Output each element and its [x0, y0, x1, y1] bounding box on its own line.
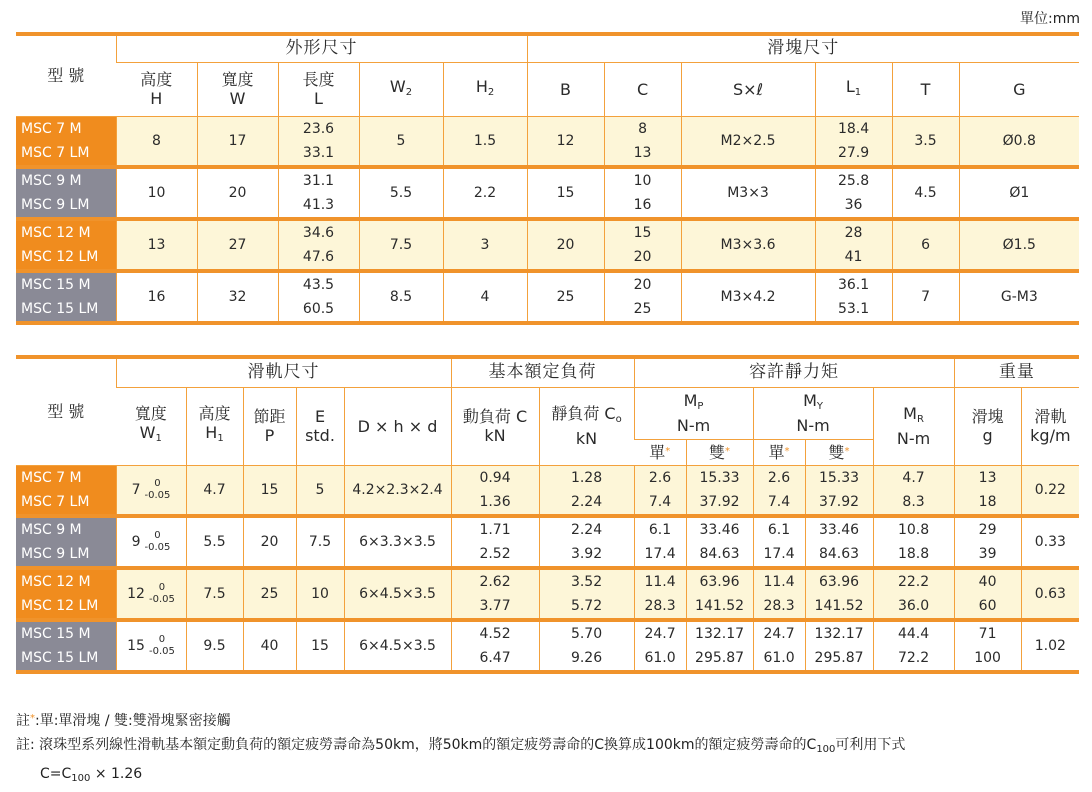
model-cell: [16, 167, 116, 219]
cell-dynamic-load-m: 1.71: [479, 521, 511, 538]
tolerance-lower: -0.05: [148, 645, 175, 657]
cell-static-load: [539, 620, 634, 672]
static-moment-header: 容許靜力矩: [634, 357, 954, 387]
model-m: MSC 12 M: [21, 224, 91, 241]
cell-MY-single-lm: 17.4: [763, 545, 795, 562]
cell-block-weight: [954, 620, 1021, 672]
model-lm: MSC 15 LM: [21, 649, 99, 666]
cell-S-x-l: M2×2.5: [681, 116, 815, 167]
cell-C-m: 20: [633, 276, 652, 293]
cell-MR-lm: 72.2: [897, 649, 930, 666]
col-H2: $H_2$: [443, 62, 527, 116]
cell-MY-double-m: 63.96: [818, 573, 860, 590]
cell-C: [604, 271, 681, 323]
cell-S-x-l: M3×4.2: [681, 271, 815, 323]
model-m: MSC 7 M: [21, 120, 82, 137]
cell-dynamic-load-lm: 1.36: [479, 493, 511, 510]
cell-MP-double-lm: 37.92: [699, 493, 740, 510]
tolerance-upper: 0: [158, 581, 166, 593]
cell-block-weight-lm: 100: [974, 649, 1001, 666]
cell-MY-double-m: 132.17: [814, 625, 864, 642]
cell-MR-m: 10.8: [897, 521, 930, 538]
cell-L-m: 43.5: [302, 276, 335, 293]
cell-MP-double: [686, 620, 753, 672]
cell-MY-single: [753, 620, 805, 672]
cell-MP-single-m: 24.7: [644, 625, 676, 642]
cell-G: Ø1: [959, 167, 1079, 219]
model-lm: MSC 7 LM: [21, 144, 90, 161]
cell-MY-single-m: 11.4: [763, 573, 795, 590]
cell-L-lm: 41.3: [302, 196, 335, 213]
cell-MY-double: [805, 620, 873, 672]
cell-D-h-d: 6×4.5×3.5: [344, 568, 451, 620]
cell-dynamic-load: [451, 568, 539, 620]
col-MP: $M_P$ N-m: [634, 387, 753, 439]
block-dimensions-header: 滑塊尺寸: [527, 34, 1079, 62]
cell-MP-single-lm: 28.3: [644, 597, 676, 614]
cell-C-lm: 16: [633, 196, 652, 213]
tolerance: [145, 478, 171, 502]
cell-MR-m: 4.7: [902, 469, 925, 486]
cell-block-weight-m: 29: [978, 521, 997, 538]
cell-block-weight: [954, 568, 1021, 620]
cell-H: 10: [116, 167, 197, 219]
cell-C: [604, 167, 681, 219]
outer-dimensions-header: 外形尺寸: [116, 34, 527, 62]
cell-static-load: [539, 516, 634, 568]
cell-dynamic-load: [451, 465, 539, 516]
col-MY: $M_Y$ N-m: [753, 387, 873, 439]
cell-MP-single-lm: 61.0: [644, 649, 676, 666]
cell-L-lm: 60.5: [302, 300, 335, 317]
cell-MP-double-lm: 84.63: [699, 545, 740, 562]
cell-MP-double: [686, 465, 753, 516]
model-cell: [16, 116, 116, 167]
cell-W1: [116, 568, 186, 620]
cell-L1-m: 36.1: [837, 276, 870, 293]
cell-D-h-d: 4.2×2.3×2.4: [344, 465, 451, 516]
model-cell: [16, 219, 116, 271]
cell-H2: 2.2: [443, 167, 527, 219]
rail-load-table: [16, 355, 1079, 674]
cell-S-x-l: M3×3: [681, 167, 815, 219]
cell-dynamic-load-lm: 3.77: [479, 597, 511, 614]
cell-dynamic-load-m: 4.52: [479, 625, 511, 642]
col-static-load: 靜負荷 $C_o$ kN: [539, 387, 634, 465]
cell-static-load-lm: 2.24: [570, 493, 603, 510]
cell-L1-m: 18.4: [837, 120, 870, 137]
cell-E: 15: [296, 620, 344, 672]
model-lm: MSC 7 LM: [21, 493, 90, 510]
cell-MP-single-m: 11.4: [644, 573, 676, 590]
col-height-H: 高度 H: [116, 62, 197, 116]
cell-block-weight: [954, 465, 1021, 516]
cell-D-h-d: 6×4.5×3.5: [344, 620, 451, 672]
tolerance-lower: -0.05: [148, 593, 175, 605]
cell-P: 40: [243, 620, 296, 672]
cell-dynamic-load-m: 0.94: [479, 469, 511, 486]
cell-MY-double-m: 15.33: [818, 469, 860, 486]
cell-H1: 7.5: [186, 568, 243, 620]
cell-C-m: 15: [633, 224, 652, 241]
cell-H2: 1.5: [443, 116, 527, 167]
col-S-x-l: S×ℓ: [681, 62, 815, 116]
table-row: [16, 271, 1079, 323]
cell-MP-double-lm: 141.52: [695, 597, 745, 614]
cell-W: 17: [197, 116, 278, 167]
cell-W2: 7.5: [359, 219, 443, 271]
tolerance: [149, 634, 175, 658]
cell-block-weight-m: 71: [978, 625, 997, 642]
cell-static-load-lm: 5.72: [570, 597, 603, 614]
model-cell: [16, 465, 116, 516]
cell-G: Ø0.8: [959, 116, 1079, 167]
cell-L-m: 31.1: [302, 172, 335, 189]
cell-dynamic-load-lm: 6.47: [479, 649, 511, 666]
cell-MY-single-m: 24.7: [763, 625, 795, 642]
cell-MR: [873, 465, 954, 516]
cell-MR: [873, 516, 954, 568]
cell-static-load: [539, 568, 634, 620]
cell-MY-double-m: 33.46: [818, 521, 860, 538]
cell-T: 6: [892, 219, 959, 271]
footnote-1: 註*:單:單滑塊 / 雙:雙滑塊緊密接觸: [16, 713, 231, 729]
table-row: [16, 116, 1079, 167]
cell-H1: 9.5: [186, 620, 243, 672]
col-pitch-P: 節距 P: [243, 387, 296, 465]
cell-static-load-m: 1.28: [570, 469, 603, 486]
cell-T: 4.5: [892, 167, 959, 219]
table-row: [16, 219, 1079, 271]
cell-H: 13: [116, 219, 197, 271]
cell-MP-double-lm: 295.87: [695, 649, 745, 666]
model-lm: MSC 12 LM: [21, 248, 99, 265]
col-MP-single: 單*: [634, 439, 686, 465]
cell-MP-single: [634, 516, 686, 568]
cell-E: 10: [296, 568, 344, 620]
cell-MY-single-m: 6.1: [767, 521, 791, 538]
tolerance-upper: 0: [154, 529, 161, 541]
table-row: [16, 568, 1079, 620]
cell-dynamic-load-lm: 2.52: [479, 545, 511, 562]
block-dimension-table: [16, 32, 1079, 325]
model-cell: [16, 620, 116, 672]
cell-L1-lm: 36: [844, 196, 863, 213]
cell-W2: 8.5: [359, 271, 443, 323]
col-MP-double: 雙*: [686, 439, 753, 465]
model-cell: [16, 568, 116, 620]
cell-P: 20: [243, 516, 296, 568]
cell-W1-value: 15: [127, 637, 145, 654]
cell-E: 5: [296, 465, 344, 516]
cell-G: G-M3: [959, 271, 1079, 323]
cell-dynamic-load: [451, 516, 539, 568]
col-MY-single: 單*: [753, 439, 805, 465]
cell-MP-single: [634, 620, 686, 672]
model-lm: MSC 15 LM: [21, 300, 99, 317]
cell-MP-single-lm: 17.4: [644, 545, 676, 562]
cell-MP-double-m: 15.33: [699, 469, 740, 486]
cell-C-lm: 20: [633, 248, 652, 265]
cell-MP-single-lm: 7.4: [648, 493, 672, 510]
col-dynamic-load: 動負荷 C kN: [451, 387, 539, 465]
col-B: B: [527, 62, 604, 116]
cell-L-lm: 33.1: [302, 144, 335, 161]
cell-block-weight-m: 13: [978, 469, 997, 486]
footnote-formula: $C=C_{100} \times 1.26$: [40, 766, 143, 784]
cell-L: [278, 116, 359, 167]
cell-block-weight-lm: 18: [978, 493, 997, 510]
cell-E: 7.5: [296, 516, 344, 568]
cell-L1: [815, 271, 892, 323]
cell-D-h-d: 6×3.3×3.5: [344, 516, 451, 568]
cell-W1-value: 7: [131, 481, 141, 498]
cell-W: 27: [197, 219, 278, 271]
col-L1: $L_1$: [815, 62, 892, 116]
model-m: MSC 15 M: [21, 276, 91, 293]
cell-L: [278, 219, 359, 271]
cell-W1: [116, 465, 186, 516]
model-m: MSC 15 M: [21, 625, 91, 642]
col-length-L: 長度 L: [278, 62, 359, 116]
cell-T: 3.5: [892, 116, 959, 167]
weight-header: 重量: [954, 357, 1079, 387]
cell-MY-single: [753, 568, 805, 620]
model-cell: [16, 516, 116, 568]
cell-MY-single-lm: 61.0: [763, 649, 795, 666]
cell-rail-weight: 0.33: [1021, 516, 1079, 568]
cell-static-load-lm: 3.92: [570, 545, 603, 562]
cell-L1: [815, 219, 892, 271]
cell-W: 20: [197, 167, 278, 219]
cell-MP-double-m: 33.46: [699, 521, 740, 538]
cell-MP-double: [686, 516, 753, 568]
model-header: 型 號: [16, 34, 116, 116]
cell-L1: [815, 116, 892, 167]
col-height-H1: 高度 $H_1$: [186, 387, 243, 465]
cell-H1: 5.5: [186, 516, 243, 568]
col-width-W1: 寬度 $W_1$: [116, 387, 186, 465]
cell-L-m: 34.6: [302, 224, 335, 241]
cell-C: [604, 116, 681, 167]
table-row: [16, 167, 1079, 219]
cell-H2: 3: [443, 219, 527, 271]
cell-W1: [116, 620, 186, 672]
cell-C-m: 10: [633, 172, 652, 189]
model-header-2: 型 號: [16, 357, 116, 465]
col-D-h-d: D × h × d: [344, 387, 451, 465]
cell-MY-double-lm: 37.92: [818, 493, 860, 510]
cell-C-lm: 25: [633, 300, 652, 317]
model-cell: [16, 271, 116, 323]
cell-L1: [815, 167, 892, 219]
cell-B: 25: [527, 271, 604, 323]
cell-static-load-m: 5.70: [570, 625, 603, 642]
model-m: MSC 9 M: [21, 521, 82, 538]
model-lm: MSC 9 LM: [21, 545, 90, 562]
cell-static-load-m: 3.52: [570, 573, 603, 590]
cell-W2: 5: [359, 116, 443, 167]
cell-T: 7: [892, 271, 959, 323]
model-m: MSC 9 M: [21, 172, 82, 189]
cell-MY-double-lm: 141.52: [814, 597, 864, 614]
model-m: MSC 12 M: [21, 573, 91, 590]
footnote-2: 註: 滾珠型系列線性滑軌基本額定動負荷的額定疲勞壽命為50km，將50km的額定疲勞壽命的C換算成100km的額定疲勞壽命的$C_{100}$可利用下式: [16, 737, 906, 755]
cell-G: Ø1.5: [959, 219, 1079, 271]
col-width-W: 寬度 W: [197, 62, 278, 116]
cell-MR-lm: 36.0: [897, 597, 930, 614]
cell-L: [278, 271, 359, 323]
cell-static-load-lm: 9.26: [570, 649, 603, 666]
cell-B: 20: [527, 219, 604, 271]
cell-H1: 4.7: [186, 465, 243, 516]
model-lm: MSC 9 LM: [21, 196, 90, 213]
cell-L1-m: 28: [844, 224, 863, 241]
cell-static-load-m: 2.24: [570, 521, 603, 538]
cell-H: 8: [116, 116, 197, 167]
cell-MY-single: [753, 516, 805, 568]
cell-MP-double: [686, 568, 753, 620]
col-rail-weight: 滑軌 kg/m: [1021, 387, 1079, 465]
cell-L1-lm: 53.1: [837, 300, 870, 317]
cell-H: 16: [116, 271, 197, 323]
cell-dynamic-load: [451, 620, 539, 672]
cell-block-weight-lm: 60: [978, 597, 997, 614]
cell-MY-double-lm: 84.63: [818, 545, 860, 562]
cell-MP-single: [634, 568, 686, 620]
cell-MR-lm: 18.8: [897, 545, 930, 562]
cell-static-load: [539, 465, 634, 516]
cell-MY-double: [805, 568, 873, 620]
cell-C-lm: 13: [633, 144, 652, 161]
cell-MR-m: 44.4: [897, 625, 930, 642]
cell-MY-double: [805, 516, 873, 568]
cell-L1-lm: 27.9: [837, 144, 870, 161]
cell-W1: [116, 516, 186, 568]
cell-L1-lm: 41: [844, 248, 863, 265]
cell-MP-single: [634, 465, 686, 516]
basic-load-rating-header: 基本額定負荷: [451, 357, 634, 387]
col-E-std: E std.: [296, 387, 344, 465]
col-C: C: [604, 62, 681, 116]
cell-B: 12: [527, 116, 604, 167]
model-m: MSC 7 M: [21, 469, 82, 486]
unit-label: 單位:mm: [1020, 11, 1080, 27]
cell-MR-lm: 8.3: [902, 493, 925, 510]
cell-L-m: 23.6: [302, 120, 335, 137]
cell-B: 15: [527, 167, 604, 219]
cell-MP-double-m: 63.96: [699, 573, 740, 590]
tolerance-upper: 0: [154, 477, 161, 489]
table-row: [16, 516, 1079, 568]
cell-W1-value: 12: [127, 585, 145, 602]
cell-MY-single-m: 2.6: [767, 469, 791, 486]
cell-L: [278, 167, 359, 219]
tolerance-lower: -0.05: [144, 541, 171, 553]
cell-MP-single-m: 2.6: [648, 469, 672, 486]
cell-MY-double-lm: 295.87: [814, 649, 864, 666]
footnotes: [16, 707, 1076, 791]
cell-rail-weight: 0.22: [1021, 465, 1079, 516]
cell-MY-single: [753, 465, 805, 516]
tolerance: [145, 530, 171, 554]
col-W2: $W_2$: [359, 62, 443, 116]
col-block-weight: 滑塊 g: [954, 387, 1021, 465]
cell-H2: 4: [443, 271, 527, 323]
cell-MR: [873, 568, 954, 620]
col-MR: $M_R$ N-m: [873, 387, 954, 465]
tolerance: [149, 582, 175, 606]
cell-block-weight-m: 40: [978, 573, 997, 590]
cell-rail-weight: 1.02: [1021, 620, 1079, 672]
cell-P: 15: [243, 465, 296, 516]
cell-W: 32: [197, 271, 278, 323]
cell-block-weight: [954, 516, 1021, 568]
cell-C: [604, 219, 681, 271]
cell-W2: 5.5: [359, 167, 443, 219]
cell-MY-single-lm: 28.3: [763, 597, 795, 614]
tolerance-lower: -0.05: [144, 489, 171, 501]
rail-dimensions-header: 滑軌尺寸: [116, 357, 451, 387]
model-lm: MSC 12 LM: [21, 597, 99, 614]
cell-C-m: 8: [638, 120, 647, 137]
table-row: [16, 465, 1079, 516]
cell-MP-single-m: 6.1: [648, 521, 672, 538]
cell-L-lm: 47.6: [302, 248, 335, 265]
col-MY-double: 雙*: [805, 439, 873, 465]
cell-MY-single-lm: 7.4: [767, 493, 791, 510]
cell-P: 25: [243, 568, 296, 620]
cell-MY-double: [805, 465, 873, 516]
cell-block-weight-lm: 39: [978, 545, 997, 562]
col-T: T: [892, 62, 959, 116]
cell-MP-double-m: 132.17: [695, 625, 745, 642]
cell-MR-m: 22.2: [897, 573, 930, 590]
cell-S-x-l: M3×3.6: [681, 219, 815, 271]
cell-dynamic-load-m: 2.62: [479, 573, 511, 590]
cell-L1-m: 25.8: [837, 172, 870, 189]
tolerance-upper: 0: [158, 633, 166, 645]
cell-rail-weight: 0.63: [1021, 568, 1079, 620]
cell-W1-value: 9: [131, 533, 141, 550]
cell-MR: [873, 620, 954, 672]
col-G: G: [959, 62, 1079, 116]
table-row: [16, 620, 1079, 672]
